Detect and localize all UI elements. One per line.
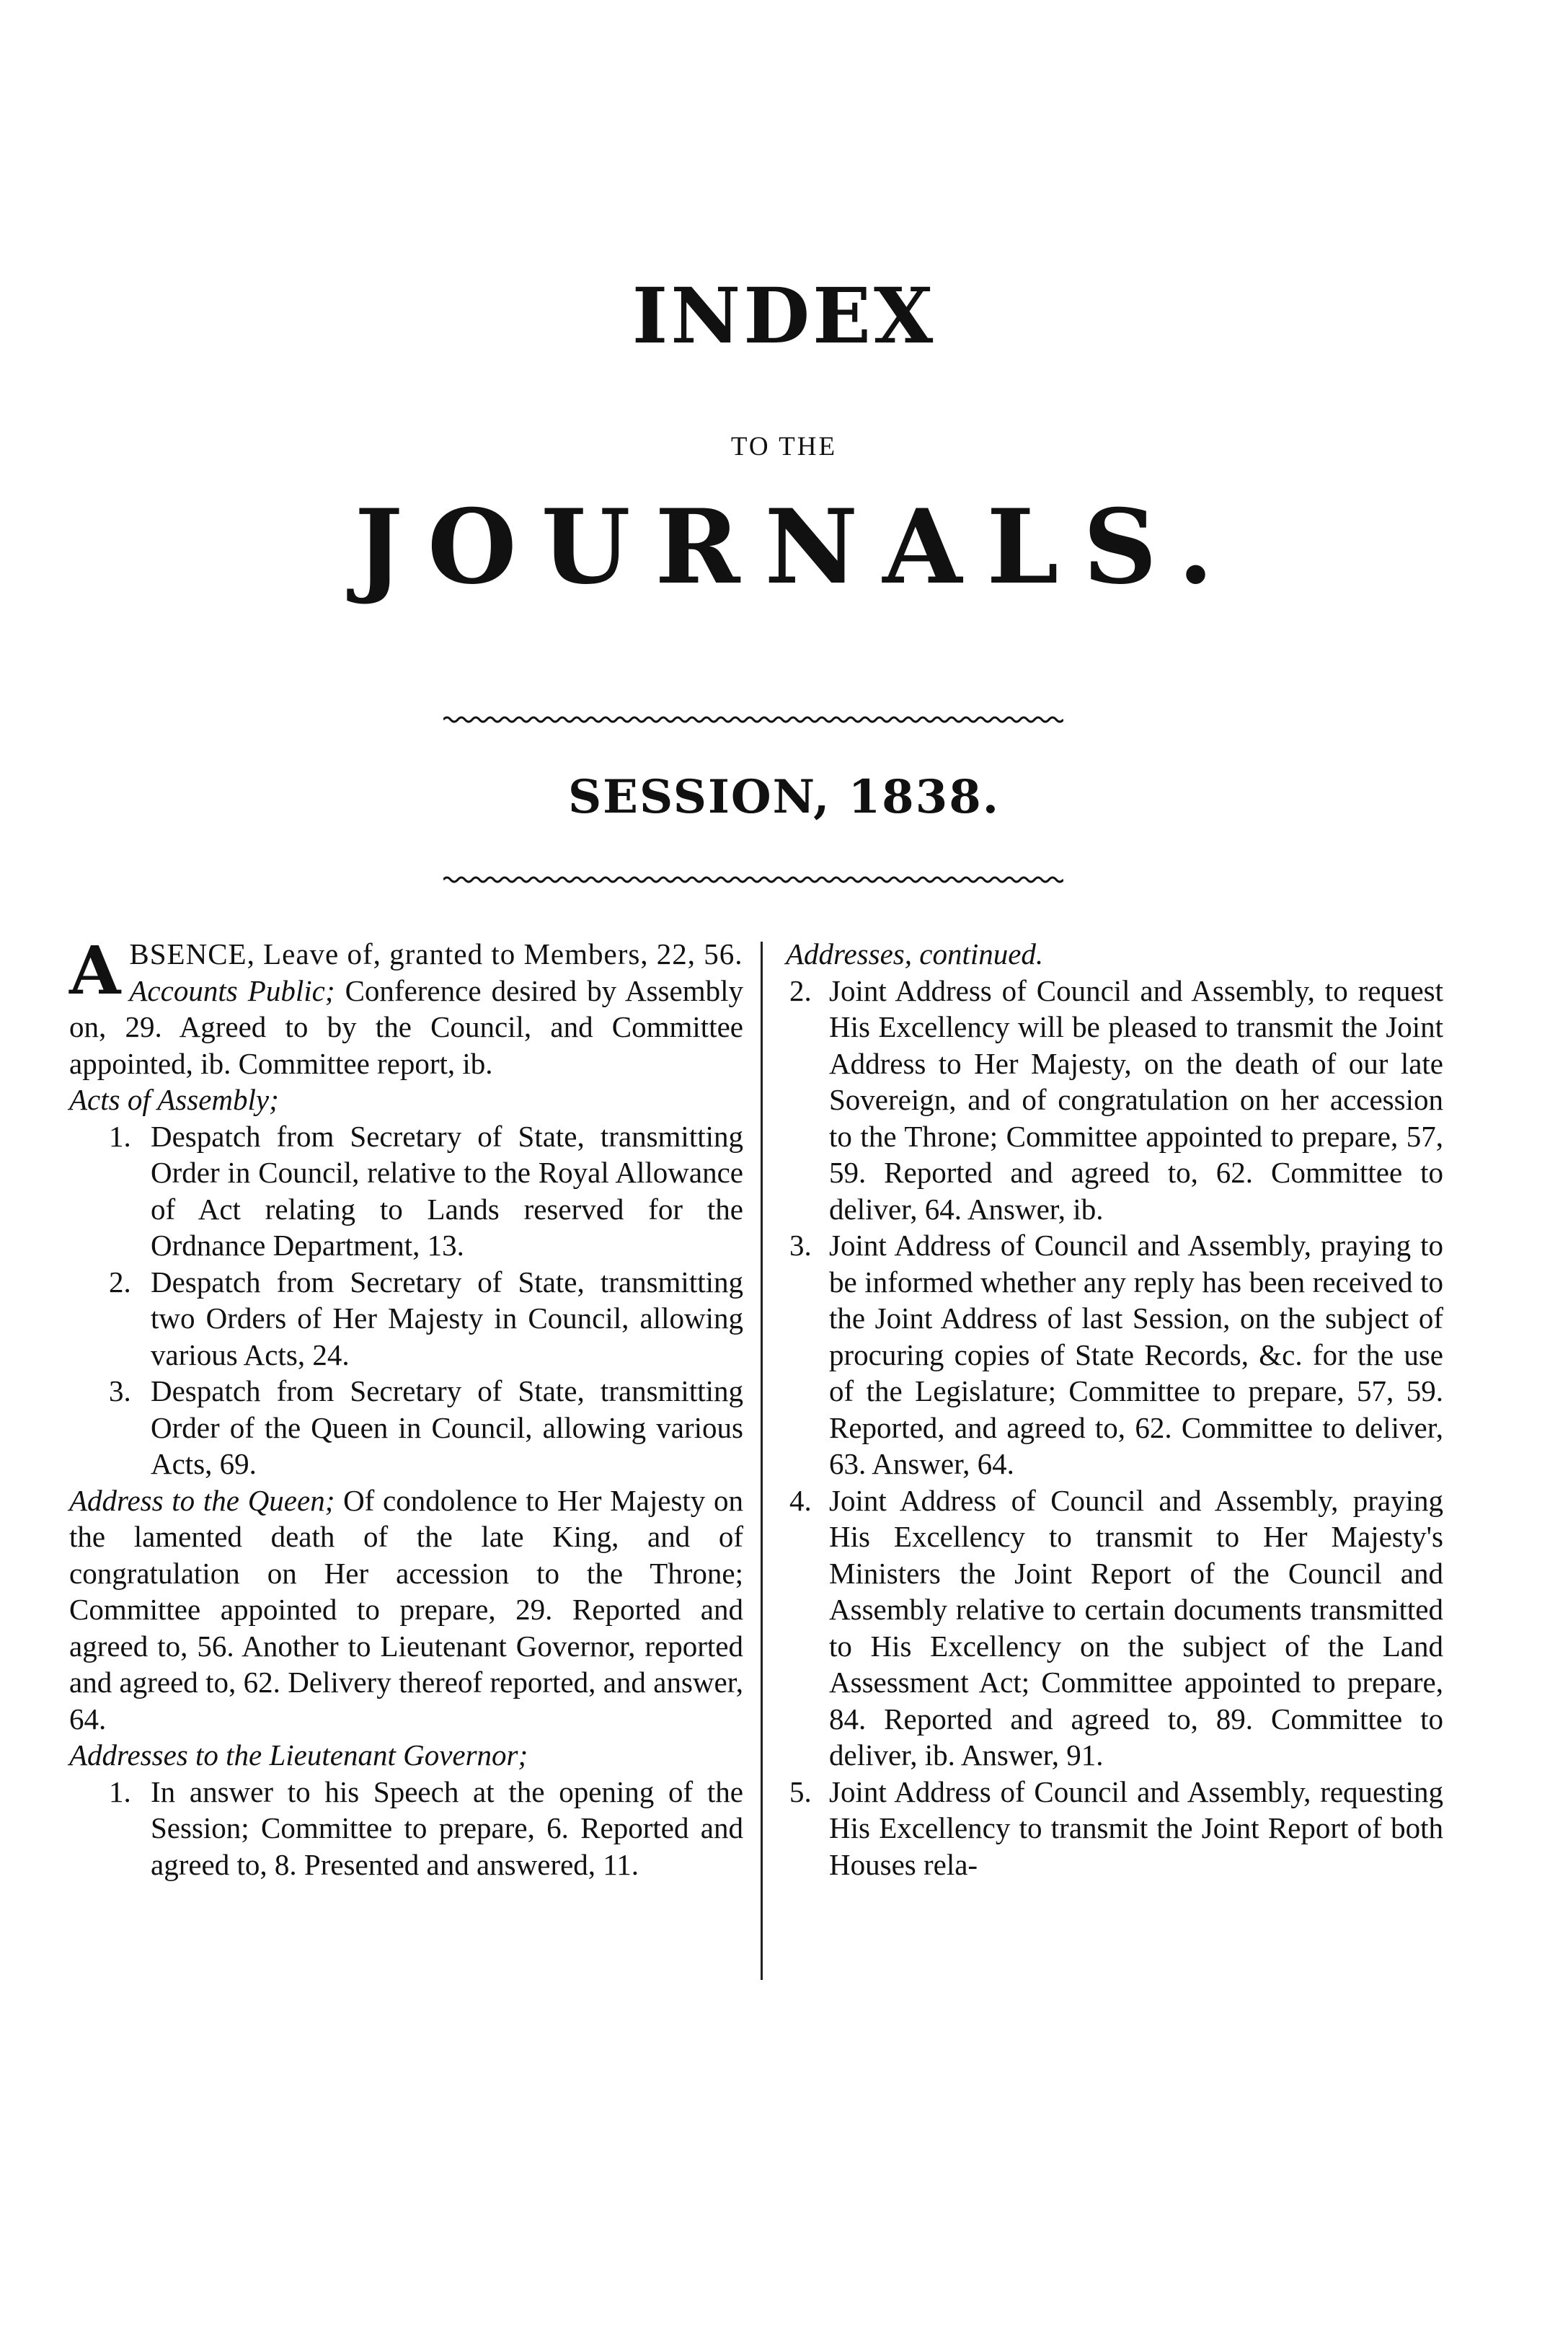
- wavy-rule-bottom: [443, 874, 1063, 885]
- item-number: 2.: [789, 973, 812, 1007]
- session-title: SESSION, 1838.: [567, 770, 1001, 824]
- item-text: Despatch from Secretary of State, transmitting Order in Council, relative to the Royal Allowance of Act relating to Lands reserved for the Ordnance Department, 13.: [151, 1119, 743, 1262]
- entry-heading-addresses: Addresses to the Lieutenant Governor;: [69, 1738, 528, 1772]
- column-divider: [761, 942, 763, 1980]
- item-number: 1.: [109, 1119, 131, 1153]
- entry-heading: Accounts Public;: [129, 973, 335, 1007]
- list-item: [786, 1482, 1443, 1774]
- index-title: INDEX: [632, 270, 936, 361]
- item-text: In answer to his Speech at the opening of the Session; Committee to prepare, 6. Reported and agreed to, 8. Presented and answered, 11.: [151, 1774, 743, 1881]
- item-text: Joint Address of Council and Assembly, to request His Excellency will be pleased to transmit the Joint Address to Her Majesty, on the death of our late Sovereign, and of congratulation on her accession to the Throne; Committee appointed to prepare, 57, 59. Reported and agreed to, 62. Committee to deliver, 64. Answer, ib.: [829, 973, 1443, 1226]
- item-number: 3.: [789, 1229, 812, 1262]
- entry-absence-text: BSENCE, Leave of, granted to Members, 22, 56.: [129, 937, 743, 971]
- entry-text: Conference desired by Assembly on, 29. Agreed to by the Council, and Committee appointed, ib. Committee report, ib.: [69, 973, 743, 1080]
- drop-cap: A: [69, 932, 121, 1009]
- left-column: [69, 932, 743, 1883]
- entry-address-queen: [69, 1482, 743, 1738]
- list-item: [69, 1118, 743, 1264]
- item-number: 2.: [109, 1265, 131, 1299]
- right-column: [786, 936, 1443, 1883]
- continued-heading: Addresses, continued.: [786, 937, 1044, 971]
- wavy-rule-top: [443, 714, 1063, 725]
- item-number: 1.: [109, 1774, 131, 1808]
- list-item: [786, 1227, 1443, 1482]
- item-number: 4.: [789, 1483, 812, 1517]
- list-item: [69, 1264, 743, 1374]
- entry-accounts: [69, 973, 743, 1082]
- item-text: Joint Address of Council and Assembly, requesting His Excellency to transmit the Joint Report of both Houses rela-: [829, 1774, 1443, 1881]
- entry-heading: Address to the Queen;: [69, 1483, 335, 1517]
- list-item: [69, 1373, 743, 1482]
- item-text: Despatch from Secretary of State, transmitting two Orders of Her Majesty in Council, allowing various Acts, 24.: [151, 1265, 743, 1371]
- list-item: [786, 1774, 1443, 1883]
- list-item: [786, 973, 1443, 1228]
- to-the-subtitle: TO THE: [730, 432, 838, 461]
- item-text: Joint Address of Council and Assembly, praying His Excellency to transmit to Her Majesty's Ministers the Joint Report of the Council and Assembly relative to certain documents transmitted to His Excellency on the subject of the Land Assessment Act; Committee appointed to prepare, 84. Reported and agreed to, 89. Committee to deliver, ib. Answer, 91.: [829, 1483, 1443, 1772]
- entry-text: Of condolence to Her Majesty on the lamented death of the late King, and of congratulation on Her accession to the Throne; Committee appointed to prepare, 29. Reported and agreed to, 56. Another to Lieutenant Governor, reported and agreed to, 62. Delivery thereof reported, and answer, 64.: [69, 1483, 743, 1736]
- entry-heading-acts: Acts of Assembly;: [69, 1083, 279, 1116]
- item-number: 3.: [109, 1374, 131, 1407]
- list-item: [69, 1774, 743, 1883]
- item-text: Joint Address of Council and Assembly, praying to be informed whether any reply has been received to the Joint Address of last Session, on the subject of procuring copies of State Records, &c. for the use of the Legislature; Committee to prepare, 57, 59. Reported, and agreed to, 62. Committee to deliver, 63. Answer, 64.: [829, 1229, 1443, 1480]
- item-number: 5.: [789, 1774, 812, 1808]
- journals-title: JOURNALS.: [354, 487, 1239, 607]
- item-text: Despatch from Secretary of State, transmitting Order of the Queen in Council, allowing various Acts, 69.: [151, 1374, 743, 1480]
